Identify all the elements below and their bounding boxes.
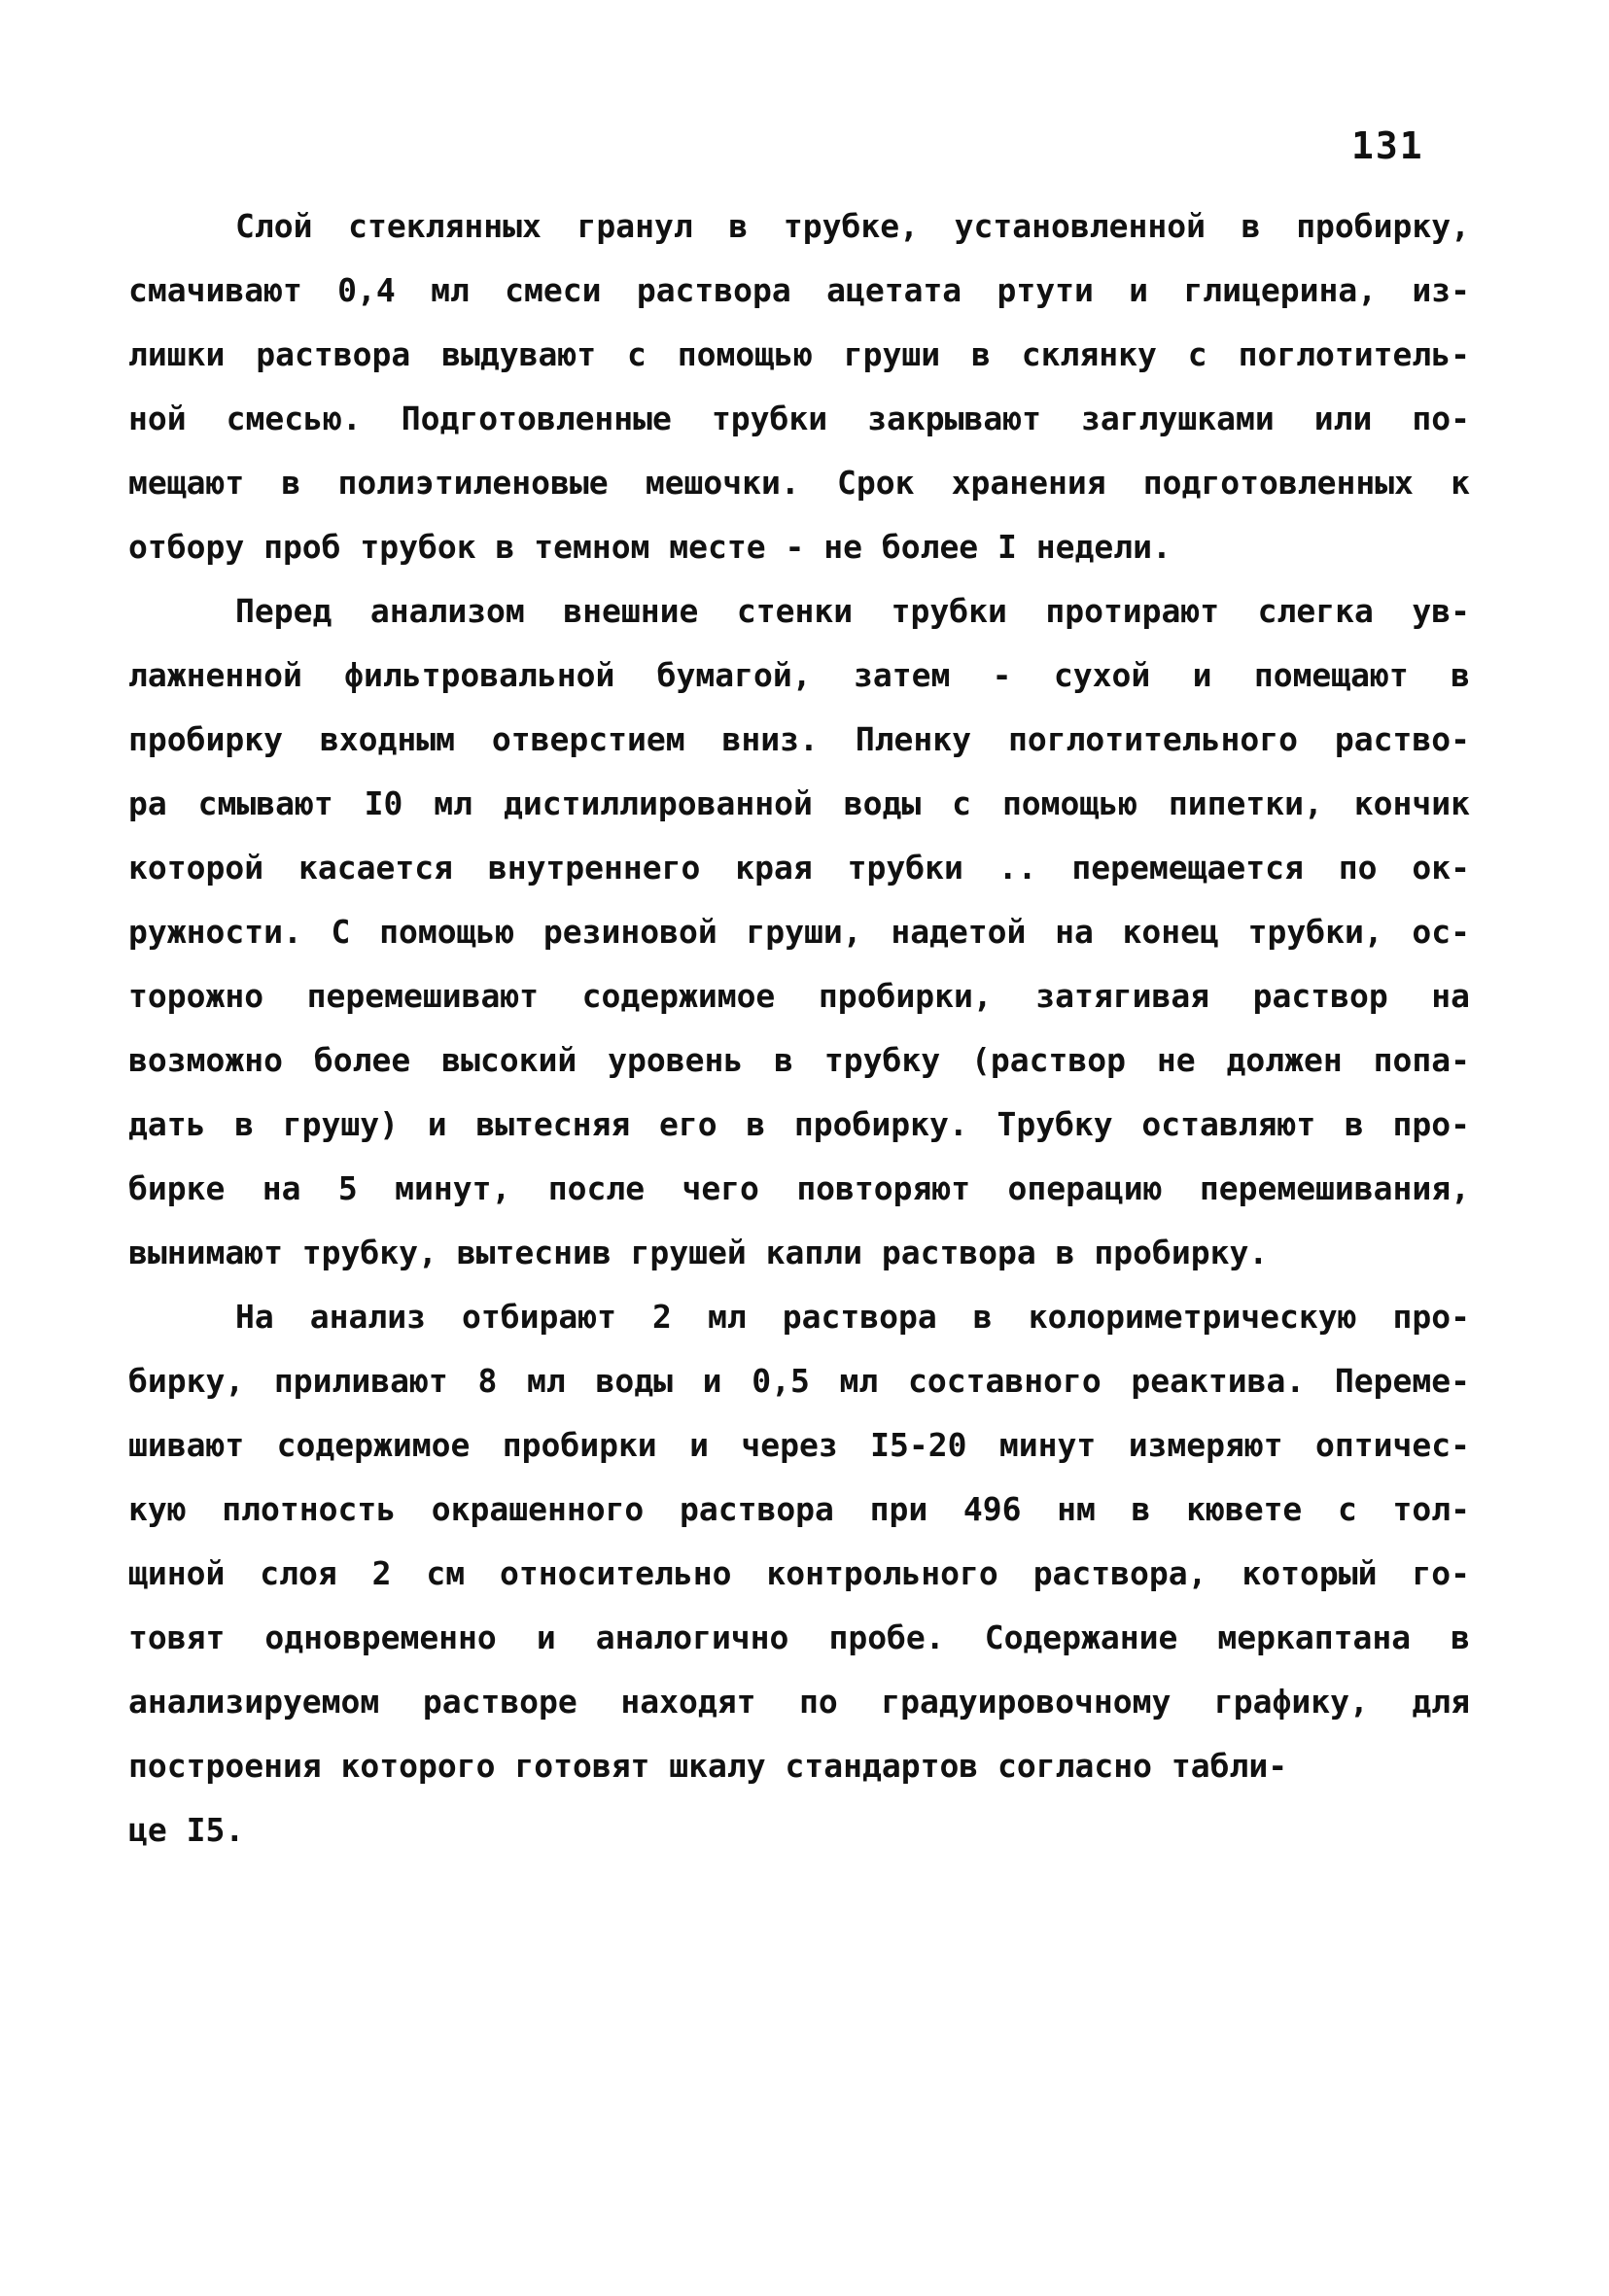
text-line: вынимают трубку, вытеснив грушей капли раствора в пробирку. [128, 1234, 1269, 1271]
text-line: товят одновременно и аналогично пробе. Содержание меркаптана в [128, 1618, 1470, 1656]
text-line: ра смывают I0 мл дистиллированной воды с помощью пипетки, кончик [128, 784, 1470, 822]
text-line: кую плотность окрашенного раствора при 496 нм в кювете с тол- [128, 1490, 1470, 1528]
text-line: возможно более высокий уровень в трубку (раствор не должен попа- [128, 1041, 1470, 1079]
text-line: пробирку входным отверстием вниз. Пленку поглотительного раство- [128, 720, 1470, 758]
text-line: щиной слоя 2 см относительно контрольного раствора, который го- [128, 1554, 1470, 1592]
text-line: дать в грушу) и вытесняя его в пробирку. Трубку оставляют в про- [128, 1105, 1470, 1143]
text-line: Перед анализом внешние стенки трубки протирают слегка ув- [235, 592, 1470, 630]
text-line: лишки раствора выдувают с помощью груши в склянку с поглотитель- [128, 335, 1470, 373]
text-line: ной смесью. Подготовленные трубки закрывают заглушками или по- [128, 400, 1470, 437]
page-number: 131 [1351, 124, 1424, 167]
text-line: ружности. С помощью резиновой груши, надетой на конец трубки, ос- [128, 913, 1470, 951]
text-line: бирку, приливают 8 мл воды и 0,5 мл составного реактива. Переме- [128, 1362, 1470, 1400]
text-line: мещают в полиэтиленовые мешочки. Срок хранения подготовленных к [128, 464, 1470, 502]
paragraph-1 [128, 194, 1470, 579]
text-line: анализируемом растворе находят по градуировочному графику, для [128, 1683, 1470, 1721]
text-line: це I5. [128, 1811, 245, 1849]
text-line: На анализ отбирают 2 мл раствора в колориметрическую про- [235, 1298, 1470, 1336]
text-line: Слой стеклянных гранул в трубке, установленной в пробирку, [235, 207, 1470, 245]
text-line: построения которого готовят шкалу стандартов согласно табли- [128, 1747, 1288, 1785]
text-line: лажненной фильтровальной бумагой, затем - сухой и помещают в [128, 656, 1470, 694]
body-text [128, 194, 1470, 1862]
text-line: шивают содержимое пробирки и через I5-20 минут измеряют оптичес- [128, 1426, 1470, 1464]
text-line: отбору проб трубок в темном месте - не более I недели. [128, 528, 1172, 566]
text-line: которой касается внутреннего края трубки .. перемещается по ок- [128, 849, 1470, 887]
text-line: бирке на 5 минут, после чего повторяют операцию перемешивания, [128, 1169, 1470, 1207]
paragraph-2 [128, 579, 1470, 1285]
text-line: торожно перемешивают содержимое пробирки, затягивая раствор на [128, 977, 1470, 1015]
paragraph-3 [128, 1285, 1470, 1862]
text-line: смачивают 0,4 мл смеси раствора ацетата ртути и глицерина, из- [128, 271, 1470, 309]
